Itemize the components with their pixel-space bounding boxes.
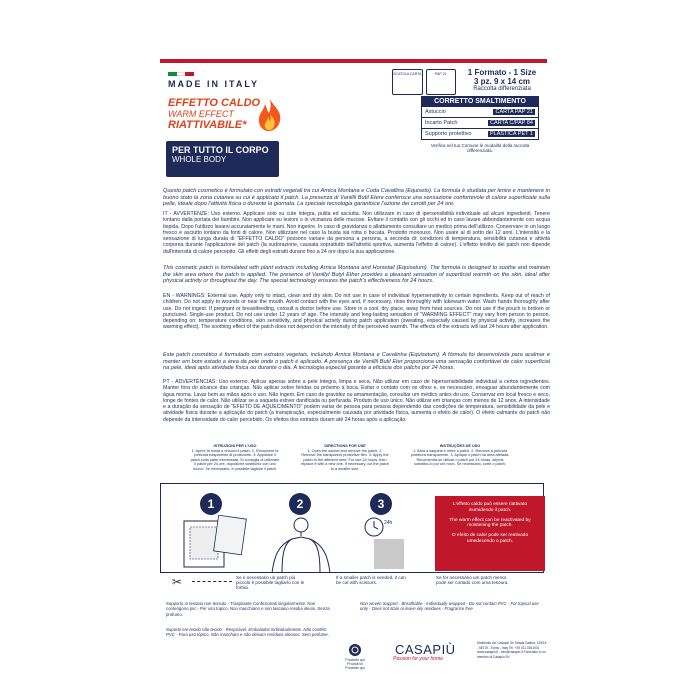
support-it: Supporto in tessuto non tessuto - Traspirante Confezionati singolarmente. Non contengono pvc - Per uso topico. Non macchiano e non lasciano residui oleosi. Senza profumo. — [166, 601, 330, 617]
top-red-bar — [160, 59, 547, 63]
reactivation-pt: O efeito de calor pode ser reativado umedecendo o patch. — [451, 533, 529, 544]
disposal-table — [421, 96, 539, 153]
reactivation-box — [435, 496, 545, 571]
disposal-note: Verifica nel tuo Comune le modalità della raccolta differenziata. — [430, 143, 530, 153]
heat-effect-it: EFFETTO CALDO — [168, 97, 261, 109]
brand-tagline: Passion for your home — [393, 656, 444, 662]
timer-label: 24h — [384, 520, 393, 526]
step-number: 3 — [370, 493, 392, 515]
certification-icon — [348, 643, 362, 657]
support-pt: Suporte em tecido não tecido - Respirável. Embalados individualmente. Não contêm PVC - Para uso tópico. Não mancham e não deixam resíduos oleosos. Sem perfume. — [166, 627, 329, 638]
scissors-icon: ✂ — [172, 575, 183, 589]
packaging-icons — [392, 69, 456, 95]
cut-note-it: Se è necessario un patch più piccolo è possibile tagliarlo con le forbici. — [236, 575, 305, 590]
instructions-it: ISTRUZIONI PER L'USO 1. Aprire la busta e rimuovi il patch. 2. Rimuovere la pellicola trasparente di protezione. 3. Applicare il patch sulla parte interessata. Si consiglia di utilizzare il patch per 24 ore, dopodiché sostituirlo con uno nuovo. Se necessario, è possibile tagliare il patch. — [190, 444, 280, 471]
cut-line — [192, 581, 232, 582]
disposal-title: CORRETTO SMALTIMENTO — [421, 96, 539, 107]
format-pieces: 3 pz. 9 x 14 cm — [473, 77, 531, 86]
it-intro: Questo patch cosmetico è formulato con estratti vegetali tra cui Arnica Montana e Coda Cavallina (Equiseto). La formula è studiata per lenire e mantenere in buono stato la zona cutanea su cui è applicato il patch. La presenza di Vanillil Butil Etere conferisce una sensazione confortevole di calore superficiale sulla pelle, ideale dopo l'attività fisica o durante la giornata. La speciale tecnologia garantisce l'azione dei cerotti per 24 ore. — [163, 188, 550, 208]
heat-effect-en: WARM EFFECT — [168, 109, 234, 119]
cut-note-en: If a smaller patch is needed, it can be cut with scissors. — [336, 575, 406, 585]
step-number: 1 — [200, 493, 222, 515]
italy-flag-icon — [168, 72, 194, 76]
made-in-italy — [168, 72, 280, 89]
box-pap-icon: PAP 21 — [426, 69, 457, 95]
instructions-pt: INSTRUÇÕES DE USO 1. Abra a saqueta e retire o patch. 2. Remova a película protetora transparente. 3. Aplique o patch na área afetada. Recomenda-se utilizar o patch por 24 horas, depois substituí-lo por um novo. Se necessário, corte o patch. — [410, 444, 510, 467]
format-info — [462, 68, 542, 92]
disposal-row: Supporto protettivo PLASTICA PET 1 — [421, 129, 539, 140]
body-silhouette-illustration — [268, 515, 334, 573]
open-sachet-illustration — [178, 515, 248, 571]
distributor-address: Distribuito da: Casapiù Srl Strada Gallina, 125/15 - 58719 - Torino - Italy Tel. +39 011 0261001 www.casapiu.it - info@casapiu.it Formulato in un membro di Casapiù Srl — [477, 641, 547, 659]
disposal-row: Astuccio CARTA PAP 21 — [421, 107, 539, 118]
certification-block: Prodotto qui Produit ici Prodotto qui — [344, 643, 366, 670]
made-in-italy-label: MADE IN ITALY — [168, 79, 260, 89]
whole-body-it: PER TUTTO IL CORPO — [172, 145, 269, 155]
disposal-row: Incarto Patch CARTA C/PAP 84 — [421, 118, 539, 129]
it-warnings: IT - AVVERTENZE: Uso esterno. Applicare solo su cute integra, pulita ed asciutta. Non utilizzare in caso di ipersensibilità individuale ad alcuni ingredienti. Tenere lontano dalla portata dei bambini. Non applicare su lesioni o in vicinanza delle mucose. Evitare il contatto con gli occhi ed in caso lavare abbondantemente con acqua tiepida. Dopo l'utilizzo lavarsi accuratamente le mani. Non ingerire. In caso di gravidanza o allattamento consultare un medico prima dell'utilizzo. Conservare in un luogo fresco e asciutto lontano da fonti di calore. Non utilizzare nel caso la busta sia rotta o bucata. Prodotto monouso. Non usare al di sotto dei 12 anni. L'intensità e la sensazione di lunga durata di "EFFETTO CALDO" possono variare da persona a persona, a seconda di: condizioni di temperatura, sensibilità cutanea e attività corporea durante l'applicazione del patch (la sudorazione, causata soprattutto dall'attività sportiva, aumenta l'effetto di calore). L'effetto lenitivo del patch non dipende dall'intensità di calore percepito. Gli effetti degli estratti durano fino a 24 ore dopo la sua applicazione. — [163, 211, 550, 255]
cut-note-pt: Se for necessário um patch menor, pode ser cortado com uma tesoura. — [436, 575, 509, 585]
instructions-en: DIRECTIONS FOR USE 1. Open the sachet and remove the patch. 2. Remove the transparent protective film. 3. Apply the patch to the affected area. For use 24 hours, then replace it with a new one. If necessary, cut the patch to a smaller size. — [301, 444, 389, 471]
whole-body-en: WHOLE BODY — [172, 155, 227, 164]
en-warnings: EN - WARNINGS: External use. Apply only to intact, clean and dry skin. Do not use in case of individual hypersensitivity to certain ingredients. Keep out of reach of children. Do not apply to wounds or near the mouth. Avoid contact with the eyes and, if necessary, rinse thoroughly with lukewarm water. Wash hands thoroughly after use. Do not ingest. If pregnant or breastfeeding, consult a doctor before use. Store in a cool, dry place, away from heat sources. Do not use if the pouch is broken or punctured. Single-use product. Do not use under 12 years of age. The intensity and long-lasting sensation of "WARMING EFFECT" may vary from person to person, depending on: temperature conditions, skin sensitivity, and physical activity during patch application (sweating, especially caused by physical activity, increases the warming effect). The soothing effect of the patch does not depend on the intensity of the perceived warmth. The effects of the extracts will last 24 hours after application. — [163, 293, 550, 331]
pt-intro: Este patch cosmético é formulado com extratos vegetais, incluindo Arnica Montana e Cavalinha (Equisetum). A fórmula foi desenvolvida para acalmar e manter em bom estado a área da pele onde o patch é aplicado. A presença de Vanillil Butil Eter proporciona uma sensação confortável de calor superficial na pele, ideal após atividade física ou durante o dia. A tecnologia especial garante a eficácia dos patchs por 24 horas. — [163, 352, 550, 372]
brand-logo: CASAPIÙ — [395, 642, 456, 657]
format-size: 1 Formato - 1 Size — [467, 68, 537, 77]
format-recycling: Raccolta differenziata — [473, 86, 531, 92]
reactivation-en: The warm effect can be reactivated by moistening the patch. — [449, 517, 531, 529]
whole-body-banner — [166, 141, 279, 177]
en-intro: This cosmetic patch is formulated with plant extracts including Arnica Montana and Horsetail (Equisetum). The formula is designed to soothe and maintain the skin area where the patch is applied. The presence of Vanillyl Butyl Ether provides a pleasant sensation of superficial warmth on the skin, ideal after physical activity or throughout the day. The special technology ensures the patch's effectiveness for 24 hours. — [163, 265, 550, 285]
heat-reactivatable: RIATTIVABILE* — [168, 119, 247, 131]
pt-warnings: PT - ADVERTÊNCIAS: Uso externo. Aplicar apenas sobre a pele íntegra, limpa e seca. Não utilizar em caso de hipersensibilidade individual a certos ingredientes. Manter fora do alcance das crianças. Não aplicar sobre feridas ou próximo à boca. Evitar o contato com os olhos e, se necessário, enxaguar abundantemente com água morna. Lavar bem as mãos após o uso. Não ingerir. Em caso de gravidez ou amamentação, consultar um médico antes do uso. Conservar em local fresco e seco, longe de fontes de calor. Não utilizar se a saqueta estiver danificada ou perfurada. Produto de uso único. Não utilizar em crianças com menos de 12 anos. A intensidade e a duração da sensação de "EFEITO DE AQUECIMENTO" podem variar de pessoa para pessoa dependendo das condições de temperatura, sensibilidade da pele e atividade física durante a aplicação do patch (a transpiração, especialmente causada por atividade física, aumenta o efeito de calor). O efeito calmante do patch não depende da intensidade do calor percebido. Os efeitos dos extratos duram até 24 horas após a aplicação. — [163, 379, 550, 423]
reactivation-it: L'effetto caldo può essere riattivato inumidendo il patch. — [452, 502, 528, 513]
support-en: Non woven Support - Breathable - Individually wrapped - Do not contain PVC - For topical use only - Does not stain or leave oily residues - Fragrance free — [360, 601, 539, 612]
box-paper-icon: SCATOLA CARTA — [392, 69, 423, 95]
flame-icon — [256, 98, 284, 132]
step-number: 2 — [289, 493, 311, 515]
